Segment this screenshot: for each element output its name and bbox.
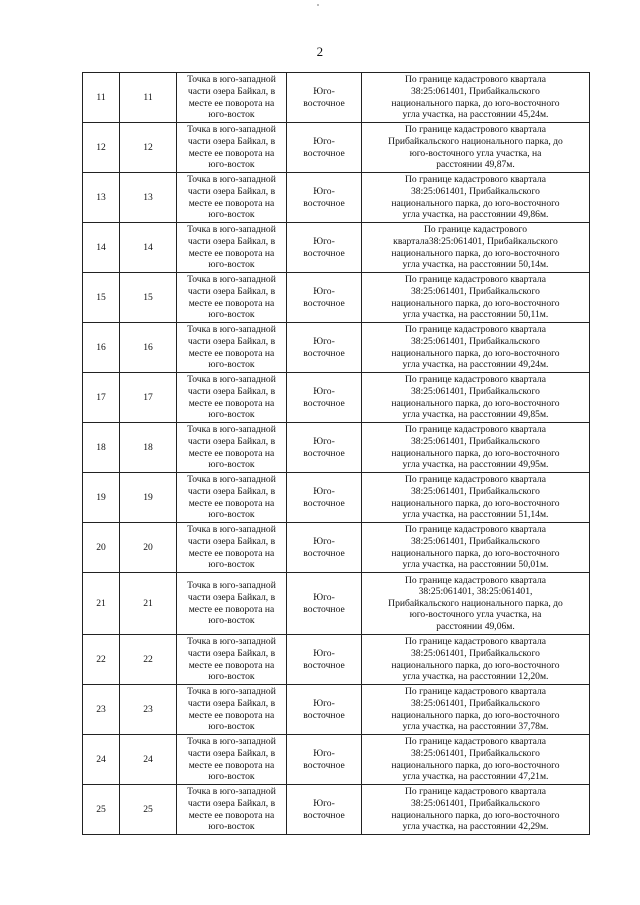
boundary-description: По границе кадастрового квартала 38:25:061401, 38:25:061401, Прибайкальского национального парка, до юго-восточного угла участка, на расстоянии 49,06м. [362,573,590,635]
row-number: 22 [83,635,120,685]
scan-speck [317,4,319,6]
point-location: Точка в юго-западной части озера Байкал, в месте ее поворота на юго-восток [177,523,287,573]
boundary-description: По границе кадастрового квартала 38:25:061401, Прибайкальского национального парка, до юго-восточного угла участка, на расстоянии 49,86м. [362,173,590,223]
table-row [83,273,590,323]
boundary-description: По границе кадастрового квартала 38:25:061401, Прибайкальского национального парка, до юго-восточного угла участка, на расстоянии 47,21м. [362,735,590,785]
direction: Юго- восточное [287,173,362,223]
point-location: Точка в юго-западной части озера Байкал, в месте ее поворота на юго-восток [177,273,287,323]
direction: Юго- восточное [287,223,362,273]
table-row [83,635,590,685]
point-number: 20 [120,523,177,573]
direction: Юго- восточное [287,573,362,635]
boundary-description: По границе кадастрового квартала 38:25:061401, Прибайкальского национального парка, до юго-восточного угла участка, на расстоянии 45,24м. [362,73,590,123]
point-location: Точка в юго-западной части озера Байкал, в месте ее поворота на юго-восток [177,373,287,423]
point-location: Точка в юго-западной части озера Байкал, в месте ее поворота на юго-восток [177,685,287,735]
direction: Юго- восточное [287,473,362,523]
direction: Юго- восточное [287,323,362,373]
direction: Юго- восточное [287,635,362,685]
table-row [83,685,590,735]
direction: Юго- восточное [287,123,362,173]
direction: Юго- восточное [287,735,362,785]
point-number: 23 [120,685,177,735]
boundary-description: По границе кадастрового квартала 38:25:061401, Прибайкальского национального парка, до юго-восточного угла участка, на расстоянии 49,85м. [362,373,590,423]
boundary-description: По границе кадастрового квартала Прибайкальского национального парка, до юго-восточного угла участка, на расстоянии 49,87м. [362,123,590,173]
row-number: 24 [83,735,120,785]
table-row [83,473,590,523]
table-row [83,223,590,273]
row-number: 16 [83,323,120,373]
point-location: Точка в юго-западной части озера Байкал, в месте ее поворота на юго-восток [177,635,287,685]
point-number: 17 [120,373,177,423]
row-number: 11 [83,73,120,123]
row-number: 21 [83,573,120,635]
point-number: 12 [120,123,177,173]
row-number: 15 [83,273,120,323]
point-location: Точка в юго-западной части озера Байкал, в месте ее поворота на юго-восток [177,735,287,785]
point-location: Точка в юго-западной части озера Байкал, в месте ее поворота на юго-восток [177,223,287,273]
row-number: 12 [83,123,120,173]
point-location: Точка в юго-западной части озера Байкал, в месте ее поворота на юго-восток [177,323,287,373]
point-number: 22 [120,635,177,685]
row-number: 23 [83,685,120,735]
boundary-description: По границе кадастрового квартала38:25:061401, Прибайкальского национального парка, до юго-восточного угла участка, на расстоянии 50,14м. [362,223,590,273]
table-row [83,73,590,123]
table-row [83,523,590,573]
table-row [83,573,590,635]
boundary-description: По границе кадастрового квартала 38:25:061401, Прибайкальского национального парка, до юго-восточного угла участка, на расстоянии 50,11м. [362,273,590,323]
row-number: 18 [83,423,120,473]
row-number: 13 [83,173,120,223]
direction: Юго- восточное [287,73,362,123]
point-number: 16 [120,323,177,373]
table-row [83,373,590,423]
point-location: Точка в юго-западной части озера Байкал, в месте ее поворота на юго-восток [177,73,287,123]
boundary-description: По границе кадастрового квартала 38:25:061401, Прибайкальского национального парка, до юго-восточного угла участка, на расстоянии 49,95м. [362,423,590,473]
point-number: 25 [120,785,177,835]
row-number: 17 [83,373,120,423]
boundary-description: По границе кадастрового квартала 38:25:061401, Прибайкальского национального парка, до юго-восточного угла участка, на расстоянии 37,78м. [362,685,590,735]
point-location: Точка в юго-западной части озера Байкал, в месте ее поворота на юго-восток [177,573,287,635]
boundary-description: По границе кадастрового квартала 38:25:061401, Прибайкальского национального парка, до юго-восточного угла участка, на расстоянии 42,29м. [362,785,590,835]
point-number: 11 [120,73,177,123]
row-number: 25 [83,785,120,835]
table-row [83,423,590,473]
point-number: 15 [120,273,177,323]
boundary-points-table [82,72,590,835]
point-location: Точка в юго-западной части озера Байкал, в месте ее поворота на юго-восток [177,423,287,473]
table-row [83,123,590,173]
table-row [83,173,590,223]
direction: Юго- восточное [287,523,362,573]
point-number: 13 [120,173,177,223]
point-location: Точка в юго-западной части озера Байкал, в месте ее поворота на юго-восток [177,785,287,835]
point-number: 24 [120,735,177,785]
direction: Юго- восточное [287,273,362,323]
point-number: 19 [120,473,177,523]
point-number: 14 [120,223,177,273]
point-location: Точка в юго-западной части озера Байкал, в месте ее поворота на юго-восток [177,123,287,173]
table-row [83,323,590,373]
table-row [83,735,590,785]
table-body [83,73,590,835]
boundary-description: По границе кадастрового квартала 38:25:061401, Прибайкальского национального парка, до юго-восточного угла участка, на расстоянии 12,20м. [362,635,590,685]
row-number: 14 [83,223,120,273]
point-number: 21 [120,573,177,635]
page-number: 2 [316,44,324,59]
table-row [83,785,590,835]
direction: Юго- восточное [287,423,362,473]
point-location: Точка в юго-западной части озера Байкал, в месте ее поворота на юго-восток [177,473,287,523]
boundary-description: По границе кадастрового квартала 38:25:061401, Прибайкальского национального парка, до юго-восточного угла участка, на расстоянии 50,01м. [362,523,590,573]
point-location: Точка в юго-западной части озера Байкал, в месте ее поворота на юго-восток [177,173,287,223]
boundary-description: По границе кадастрового квартала 38:25:061401, Прибайкальского национального парка, до юго-восточного угла участка, на расстоянии 51,14м. [362,473,590,523]
row-number: 19 [83,473,120,523]
point-number: 18 [120,423,177,473]
row-number: 20 [83,523,120,573]
direction: Юго- восточное [287,373,362,423]
direction: Юго- восточное [287,785,362,835]
boundary-description: По границе кадастрового квартала 38:25:061401, Прибайкальского национального парка, до юго-восточного угла участка, на расстоянии 49,24м. [362,323,590,373]
direction: Юго- восточное [287,685,362,735]
